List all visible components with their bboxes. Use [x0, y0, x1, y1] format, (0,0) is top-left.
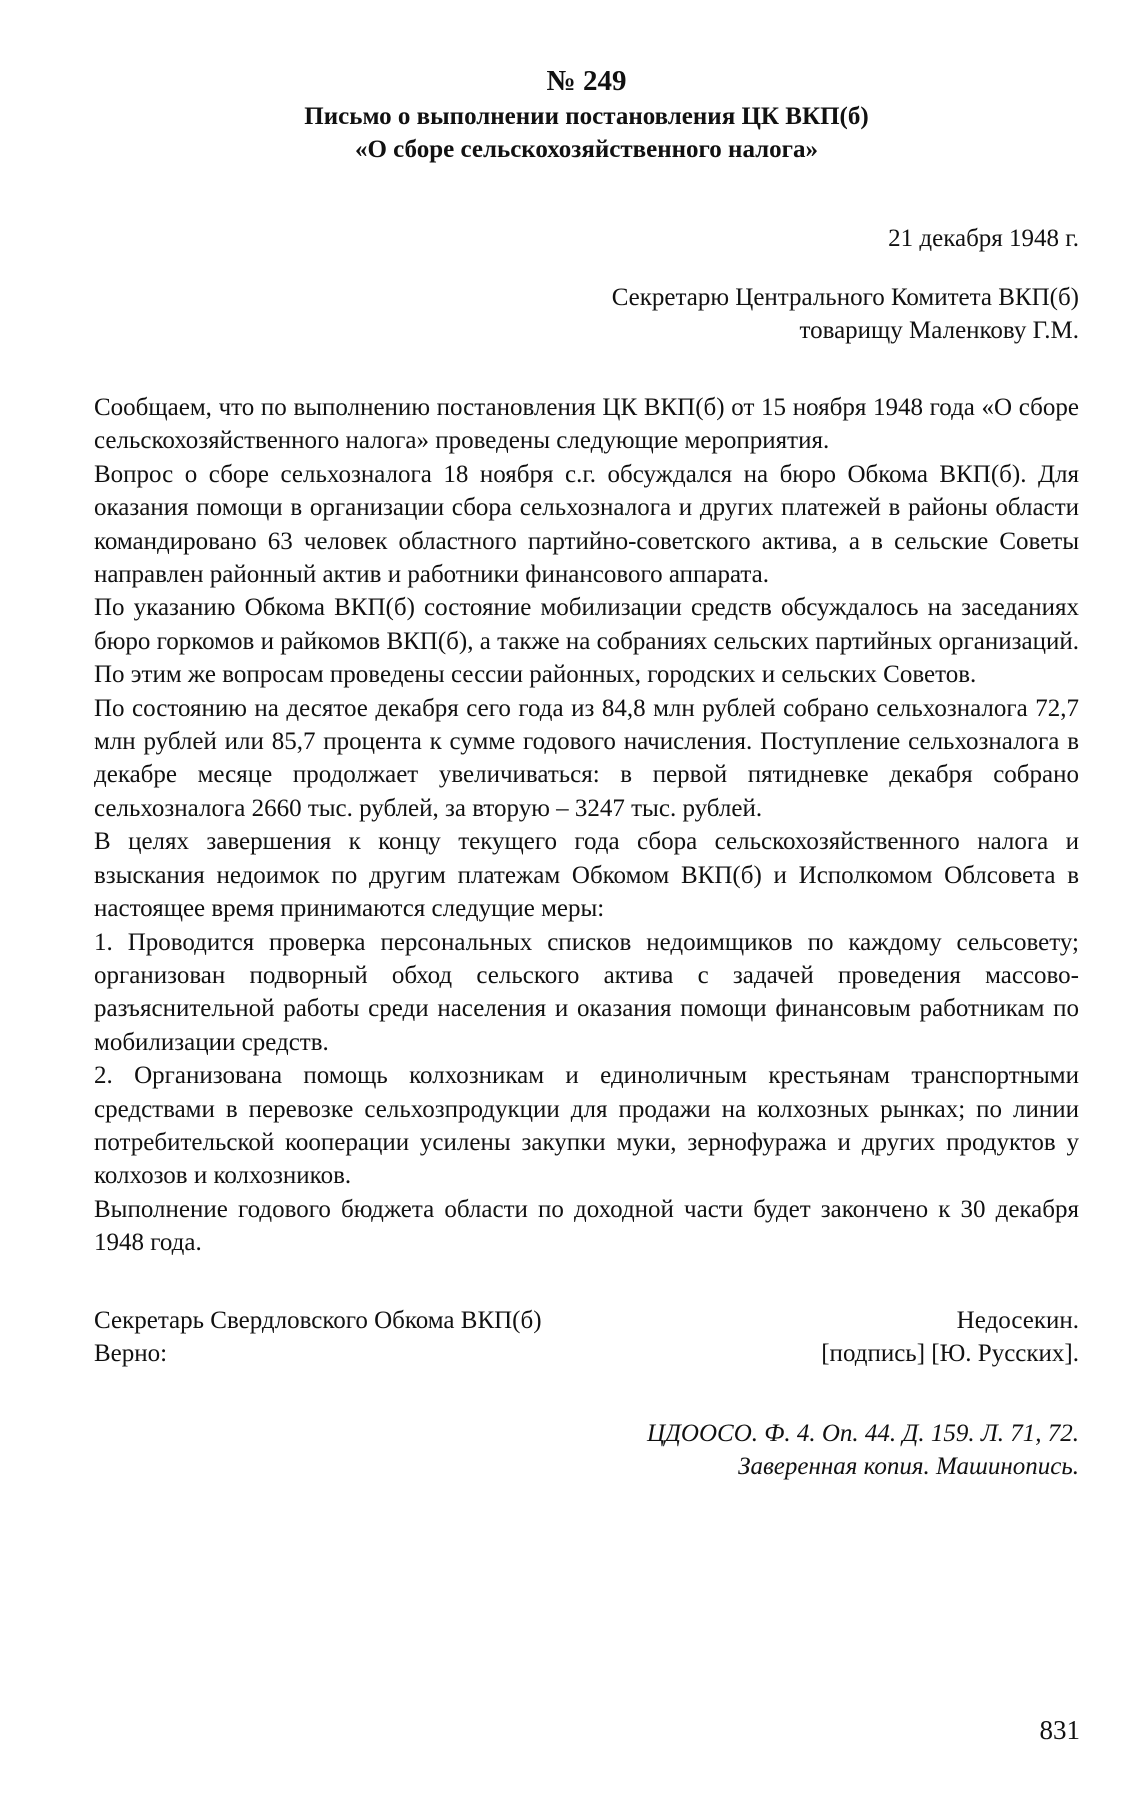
verification-row	[94, 1337, 1079, 1370]
archive-reference: ЦДООСО. Ф. 4. Оп. 44. Д. 159. Л. 71, 72.	[646, 1419, 1079, 1447]
verified-label: Верно:	[94, 1339, 168, 1367]
verified-by: [подпись] [Ю. Русских].	[821, 1339, 1079, 1367]
page-number: 831	[1039, 1715, 1080, 1745]
paragraph: По состоянию на десятое декабря сего года из 84,8 млн рублей собрано сельхозналога 72,7 млн рублей или 85,7 процента к сумме годового начисления. Поступление сельхозналога в декабре месяце продолжает увеличиваться: в первой пятидневке декабря собрано сельхозналога 2660 тыс. рублей, за вторую – 3247 тыс. рублей.	[94, 694, 1079, 822]
signature-row	[94, 1304, 1079, 1337]
addressee-line-2: товарищу Маленкову Г.М.	[799, 317, 1079, 344]
signature-block	[94, 1304, 1079, 1370]
paragraph: В целях завершения к концу текущего года сбора сельскохозяйственного налога и взыскания недоимок по другим платежам Обкомом ВКП(б) и Исполкомом Облсовета в настоящее время принимаются следущие меры:	[94, 828, 1079, 923]
letter-date: 21 декабря 1948 г.	[888, 225, 1079, 252]
document-number: № 249	[546, 65, 627, 97]
document-title-line-2: «О сборе сельскохозяйственного налога»	[354, 136, 819, 163]
signer-name: Недосекин.	[956, 1306, 1079, 1334]
document-title-line-1: Письмо о выполнении постановления ЦК ВКП(б)	[304, 103, 869, 130]
paragraph: 1. Проводится проверка персональных списков недоимщиков по каждому сельсовету; организован подворный обход сельского актива с задачей проведения массово-разъяснительной работы среди населения и оказания помощи финансовым работникам по мобилизации средств.	[94, 928, 1079, 1056]
paragraph: По указанию Обкома ВКП(б) состояние мобилизации средств обсуждалось на заседаниях бюро горкомов и райкомов ВКП(б), а также на собраниях сельских партийных организаций. По этим же вопросам проведены сессии районных, городских и сельских Советов.	[94, 594, 1079, 689]
document-page	[94, 62, 1079, 1483]
letter-body	[94, 391, 1079, 1260]
paragraph: 2. Организована помощь колхозникам и единоличным крестьянам транспортными средствами в перевозке сельхозпродукции для продажи на колхозных рынках; по линии потребительской кооперации усилены закупки муки, зернофуража и других продуктов у колхозов и колхозников.	[94, 1062, 1079, 1190]
paragraph: Сообщаем, что по выполнению постановления ЦК ВКП(б) от 15 ноября 1948 года «О сборе сельскохозяйственного налога» проведены следующие мероприятия.	[94, 394, 1079, 455]
paragraph: Выполнение годового бюджета области по доходной части будет закончено к 30 декабря 1948 года.	[94, 1195, 1079, 1257]
signer-position: Секретарь Свердловского Обкома ВКП(б)	[94, 1306, 542, 1334]
addressee-line-1: Секретарю Центрального Комитета ВКП(б)	[611, 284, 1079, 311]
paragraph: Вопрос о сборе сельхозналога 18 ноября с.г. обсуждался на бюро Обкома ВКП(б). Для оказания помощи в организации сбора сельхозналога и других платежей в районы области командировано 63 человек областного партийно-советского актива, а в сельские Советы направлен районный актив и работники финансового аппарата.	[94, 460, 1079, 589]
archive-note: Заверенная копия. Машинопись.	[738, 1452, 1079, 1480]
addressee-block	[94, 281, 1079, 347]
archive-reference-block	[94, 1417, 1079, 1483]
